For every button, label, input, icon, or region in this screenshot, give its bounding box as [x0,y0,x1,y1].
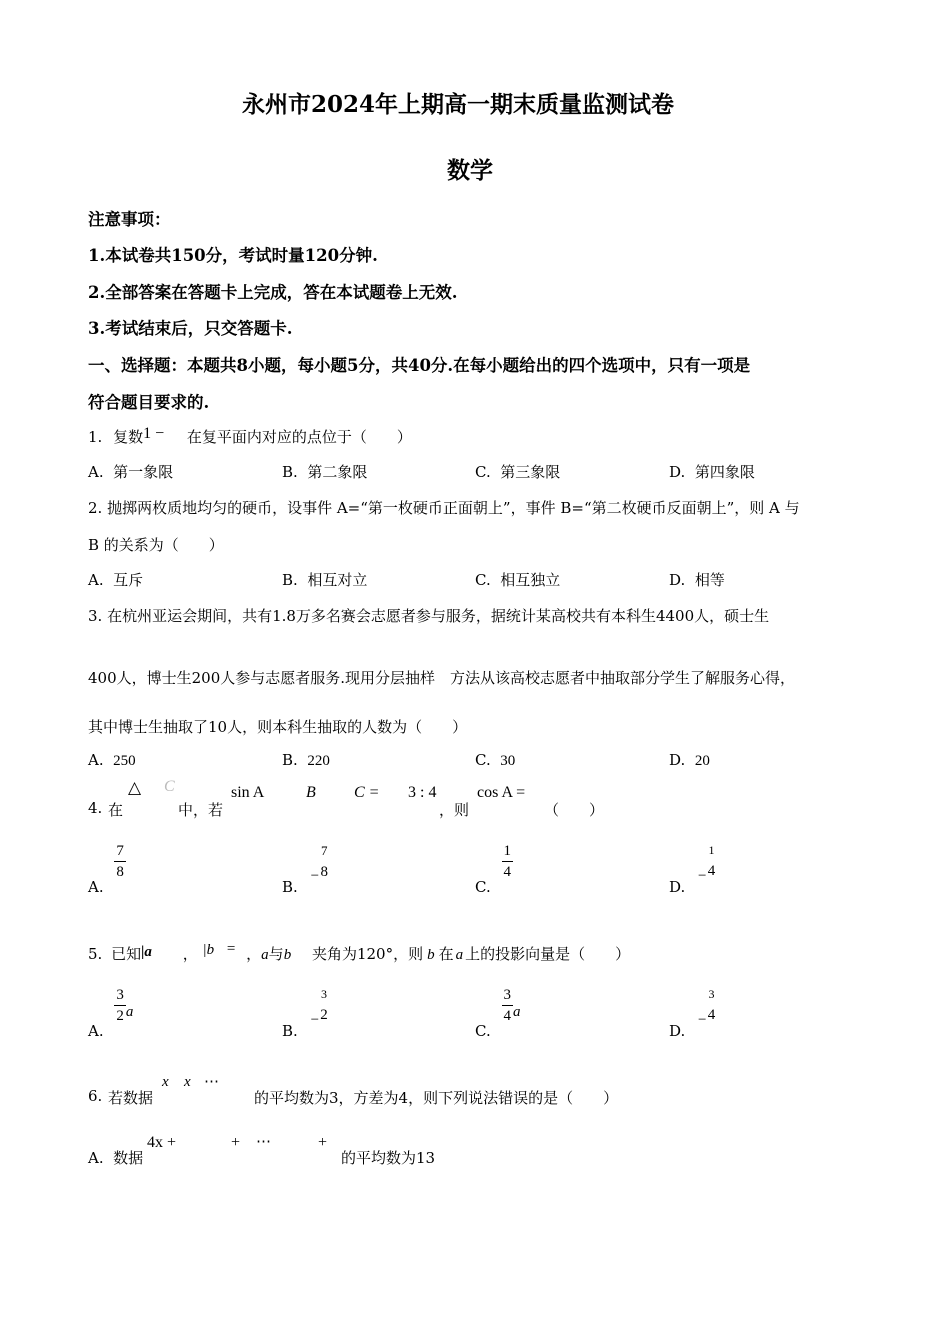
question-text: 夹角为120°，则 [311,945,424,963]
option-d[interactable]: D. − 1 4 [669,843,716,896]
question-lead: 若数据 [108,1089,154,1107]
answer-paren: （ ） [544,801,605,819]
question-number: 1. [88,428,103,446]
question-text: ，则 [439,801,470,819]
option-a[interactable]: A. $\frac{7}{8}$ [88,843,124,896]
question-2-cont: B 的关系为（ ） [88,536,224,554]
notice-heading: 注意事项： [88,210,171,229]
math-dots: ⋯ [204,1074,219,1090]
notice-item: 1.本试卷共150分，考试时量120分钟. [88,246,378,265]
option-d[interactable]: D. 相等 [669,571,725,589]
question-text: 的平均数为3，方差为4，则下列说法错误的是（ ） [254,1089,619,1107]
math-x1: x [162,1074,169,1090]
math-a: a [261,947,269,963]
option-a[interactable]: A. 互斥 [88,571,144,589]
question-text: 上的投影向量是（ ） [465,945,631,963]
option-d[interactable]: D. 20 [669,751,710,769]
option-b[interactable]: B. 相互对立 [282,571,368,589]
section-heading-cont: 符合题目要求的. [88,393,210,412]
punctuation: ， [182,945,198,963]
vector-b-norm: |b [202,942,215,958]
notice-item: 3.考试结束后，只交答题卡. [88,319,293,338]
question-lead: 已知 [111,945,142,963]
math-expr: 4x + [147,1134,177,1151]
option-a[interactable]: A. $\frac{3}{2}$ a [88,987,134,1040]
question-number: 6. [88,1087,103,1105]
question-3: 3. 在杭州亚运会期间，共有1.8万多名赛会志愿者参与服务，据统计某高校共有本科生4400人，硕士生 [88,607,770,625]
option-a[interactable]: A. 第一象限 [88,463,174,481]
question-lead: 在 [108,801,124,819]
triangle-symbol: △ [128,778,142,797]
question-text: 在 [438,945,454,963]
option-b[interactable]: B. 220 [282,751,330,769]
math-fragment: 1 − [143,425,165,442]
question-text: 中，若 [178,801,224,819]
question-3-cont: 其中博士生抽取了10人，则本科生抽取的人数为（ ） [88,718,468,736]
math-fragment: = [226,941,236,957]
math-a: a [455,947,464,963]
question-3-cont: 400人，博士生200人参与志愿者服务.现用分层抽样 方法从该高校志愿者中抽取部分学生了解服务心得， [88,669,796,687]
math-cos-a: cos A = [477,784,526,801]
option-c[interactable]: C. 第三象限 [475,463,561,481]
question-text: 的平均数为13 [341,1149,436,1167]
question-lead: 复数 [113,428,144,446]
question-1 [88,426,412,447]
option-d[interactable]: D. 第四象限 [669,463,755,481]
notice-item: 2.全部答案在答题卡上完成，答在本试题卷上无效. [88,283,458,302]
option-c[interactable]: C. 30 [475,751,516,769]
question-number: 4. [88,799,103,817]
vector-a-norm: |a [141,944,152,960]
option-b[interactable]: B. 第二象限 [282,463,368,481]
question-5 [88,943,630,964]
question-text: 与 [268,945,284,963]
option-c[interactable]: C. 相互独立 [475,571,561,589]
math-fragment: C [164,778,175,795]
math-x2: x [184,1074,191,1090]
option-b[interactable]: B. − 3 2 [282,987,328,1040]
math-b: b [427,947,435,963]
option-c[interactable]: C. $\frac{1}{4}$ [475,843,511,896]
punctuation: ， [246,945,262,963]
subject-title: 数学 [447,157,493,184]
option-b[interactable]: B. − 7 8 [282,843,329,896]
question-text: 在复平面内对应的点位于（ ） [186,428,412,446]
math-b: B [306,784,316,801]
option-a[interactable]: A. 250 [88,751,136,769]
exam-title: 永州市2024年上期高一期末质量监测试卷 [242,91,675,118]
math-ratio: 3 : 4 [408,784,437,801]
option-c[interactable]: C. $\frac{3}{4}$ a [475,987,521,1040]
math-sin-a: sin A [231,784,265,801]
section-heading: 一、选择题：本题共8小题，每小题5分，共40分.在每小题给出的四个选项中，只有一项是 [88,356,751,375]
question-number: 5. [88,945,103,963]
math-dots: ⋯ [256,1134,271,1150]
math-c-eq: C = [354,784,380,801]
math-expr: + [231,1134,241,1151]
math-expr: + [318,1134,328,1151]
math-b: b [283,947,292,963]
option-a[interactable]: A. 数据 [88,1149,144,1167]
option-d[interactable]: D. − 3 4 [669,987,716,1040]
question-2: 2. 抛掷两枚质地均匀的硬币，设事件 A=“第一枚硬币正面朝上”，事件 B=“第二枚硬币反面朝上”，则 A 与 [88,499,800,517]
